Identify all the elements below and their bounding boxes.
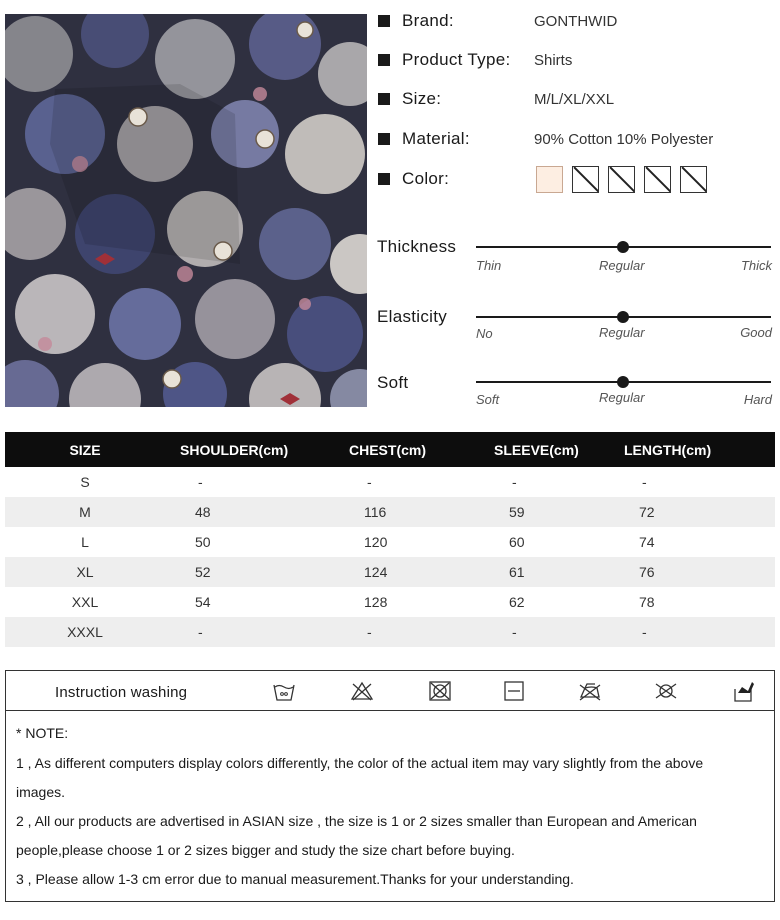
table-cell: - (512, 474, 517, 490)
table-cell: 48 (165, 497, 330, 527)
size-chart-table (5, 432, 775, 647)
table-cell: 124 (330, 557, 475, 587)
scale-middle-label: Regular (599, 325, 645, 340)
spec-label: Product Type: (402, 50, 511, 69)
table-cell: 76 (605, 557, 775, 587)
note-heading: * NOTE: (16, 725, 69, 741)
bullet-icon (378, 93, 390, 105)
scale-left-label: No (476, 326, 493, 341)
line-dry-icon (502, 679, 526, 703)
scale-right-label: Good (740, 325, 772, 340)
table-cell: M (5, 497, 165, 527)
note-line: 2 , All our products are advertised in ASIAN size , the size is 1 or 2 sizes smaller than European and American (16, 813, 697, 829)
bullet-icon (378, 173, 390, 185)
table-cell: 54 (195, 594, 211, 610)
table-cell: 128 (364, 594, 388, 610)
scale-left-label: Soft (476, 392, 500, 407)
no-dry-clean-icon (654, 679, 678, 703)
table-cell: - (198, 474, 203, 490)
spec-label: Brand: (402, 11, 454, 30)
spec-value: GONTHWID (534, 12, 618, 30)
table-header-cell: SIZE (5, 432, 165, 467)
no-bleach-icon (350, 679, 374, 703)
note-line: 3 , Please allow 1-3 cm error due to manual measurement.Thanks for your understanding. (16, 871, 574, 887)
table-cell: - (605, 617, 775, 647)
no-iron-icon (578, 679, 602, 703)
table-cell: - (642, 474, 647, 490)
bullet-icon (378, 15, 390, 27)
washing-instructions-row (6, 671, 774, 711)
care-and-notes-box (5, 670, 775, 902)
scale-elasticity (376, 307, 774, 367)
color-swatch-empty (608, 166, 635, 193)
table-cell: XXXL (5, 617, 165, 647)
scale-middle-label: Regular (599, 390, 645, 405)
table-row (5, 617, 775, 647)
table-cell: 120 (364, 534, 388, 550)
table-row (5, 587, 775, 617)
table-row (5, 527, 775, 557)
table-cell: 116 (330, 497, 475, 527)
table-cell: - (165, 617, 330, 647)
table-row (5, 497, 775, 527)
spec-material (378, 126, 713, 152)
table-cell: - (475, 617, 605, 647)
table-cell: S (80, 474, 90, 490)
spec-value: 90% Cotton 10% Polyester (534, 130, 714, 148)
scale-left-label: Thin (476, 258, 502, 273)
scale-marker (617, 241, 629, 253)
table-cell: 59 (475, 497, 605, 527)
table-cell: 62 (509, 594, 525, 610)
table-cell: 60 (509, 534, 525, 550)
color-swatch-empty (680, 166, 707, 193)
scale-right-label: Hard (743, 392, 772, 407)
table-cell: 61 (475, 557, 605, 587)
scale-middle-label: Regular (599, 258, 645, 273)
table-header-cell: CHEST(cm) (330, 432, 475, 467)
table-cell: - (330, 617, 475, 647)
spec-label: Color: (402, 169, 450, 188)
table-cell: XXL (71, 594, 99, 610)
bullet-icon (378, 133, 390, 145)
spec-product-type (378, 47, 572, 73)
bullet-icon (378, 54, 390, 66)
hang-dry-icon (732, 679, 756, 703)
color-swatch-cream[interactable] (536, 166, 563, 193)
scale-marker (617, 311, 629, 323)
table-header-cell: LENGTH(cm) (605, 432, 775, 467)
table-header-cell: SLEEVE(cm) (475, 432, 605, 467)
table-header-row (5, 432, 775, 467)
table-cell: 74 (639, 534, 655, 550)
table-cell: XL (5, 557, 165, 587)
scale-marker (617, 376, 629, 388)
product-image (5, 14, 367, 407)
scale-title: Thickness (377, 237, 457, 256)
color-swatch-empty (572, 166, 599, 193)
scale-title: Elasticity (377, 307, 448, 326)
table-cell: 52 (165, 557, 330, 587)
table-cell: 78 (639, 594, 655, 610)
scale-thickness (376, 237, 774, 297)
hand-wash-icon (272, 679, 296, 703)
table-row (5, 557, 775, 587)
spec-size (378, 86, 614, 112)
note-line: 1 , As different computers display colors differently, the color of the actual item may vary slightly from the above (16, 755, 704, 771)
spec-label: Material: (402, 129, 470, 148)
table-row (5, 467, 775, 497)
scale-right-label: Thick (740, 258, 772, 273)
table-cell: L (81, 534, 89, 550)
table-cell: 50 (195, 534, 211, 550)
color-swatch-empty (644, 166, 671, 193)
teddy-bear-pattern-image (5, 14, 367, 407)
note-line: images. (16, 784, 66, 800)
table-header-cell: SHOULDER(cm) (165, 432, 330, 467)
no-tumble-dry-icon (428, 679, 452, 703)
washing-title: Instruction washing (55, 684, 188, 701)
note-line: people,please choose 1 or 2 sizes bigger and study the size chart before buying. (16, 842, 515, 858)
spec-value: Shirts (534, 51, 573, 69)
spec-value: M/L/XL/XXL (534, 90, 615, 108)
spec-label: Size: (402, 89, 442, 108)
scale-soft (376, 373, 774, 433)
spec-brand (378, 8, 617, 34)
table-cell: 72 (605, 497, 775, 527)
scale-title: Soft (377, 373, 409, 392)
spec-color (378, 166, 707, 192)
color-swatches (536, 166, 707, 193)
table-cell: - (367, 474, 372, 490)
